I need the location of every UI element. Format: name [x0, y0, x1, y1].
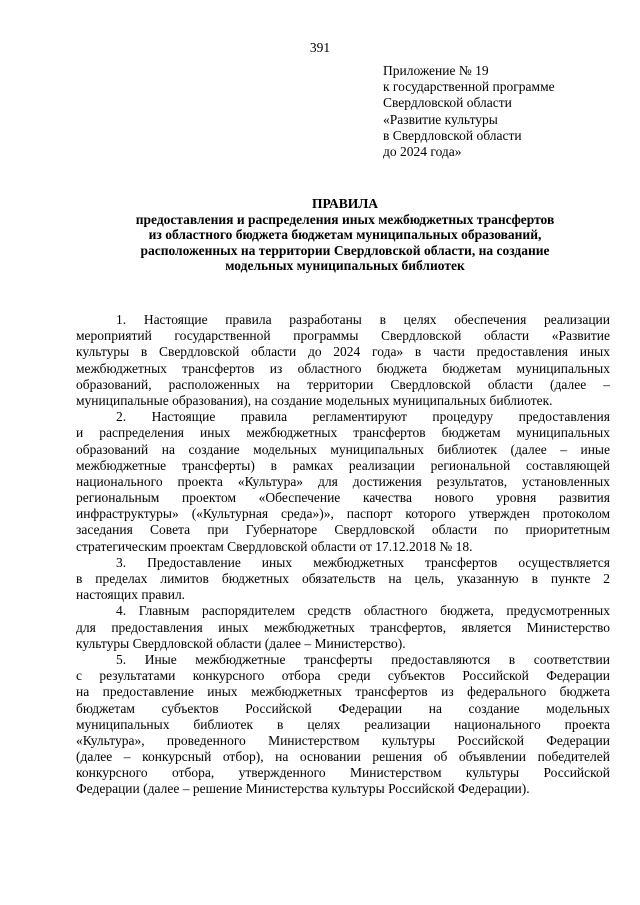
paragraph-5: [76, 652, 610, 798]
paragraph-line: 2. Настоящие правила регламентируют процедуру предоставления: [116, 409, 610, 425]
paragraph-line: образований, расположенных на территории Свердловской области (далее –: [76, 376, 610, 392]
paragraph-line: (далее – конкурсный отбор), на основании решения об объявлении победителей: [76, 749, 610, 765]
paragraph-line: муниципальные образования), на создание модельных муниципальных библиотек.: [76, 392, 553, 408]
paragraph-3: [76, 555, 610, 604]
paragraph-line: заседания Совета при Губернаторе Свердловской области по приоритетным: [76, 522, 610, 538]
paragraph-line: 4. Главным распорядителем средств областного бюджета, предусмотренных: [116, 603, 610, 619]
appendix-line: до 2024 года»: [383, 144, 462, 160]
paragraph-line: в пределах лимитов бюджетных обязательств на цель, указанную в пункте 2: [76, 571, 610, 586]
paragraph-line: региональным проектом «Обеспечение качества нового уровня развития: [76, 490, 610, 506]
appendix-line: Приложение № 19: [383, 63, 489, 78]
paragraph-line: культуры Свердловской области (далее – Министерство).: [76, 635, 406, 651]
paragraph-line: 1. Настоящие правила разработаны в целях обеспечения реализации: [116, 312, 610, 327]
paragraph-line: бюджетам субъектов Российской Федерации на создание модельных: [76, 700, 610, 716]
paragraph-line: межбюджетные трансферты) в рамках реализации региональной составляющей: [76, 457, 610, 473]
paragraph-line: на предоставление иных межбюджетных трансфертов из федерального бюджета: [76, 684, 610, 700]
appendix-line: Свердловской области: [383, 95, 512, 111]
paragraph-line: «Культура», проведенного Министерством культуры Российской Федерации: [76, 732, 610, 748]
paragraph-2: [76, 409, 610, 555]
paragraph-line: Федерации (далее – решение Министерства культуры Российской Федерации).: [76, 781, 530, 797]
paragraph-line: национального проекта «Культура» для достижения результатов, установленных: [76, 473, 610, 489]
appendix-line: в Свердловской области: [383, 127, 522, 143]
paragraph-line: 3. Предоставление иных межбюджетных трансфертов осуществляется: [116, 554, 610, 570]
paragraph-line: стратегическим проектам Свердловской области от 17.12.2018 № 18.: [76, 538, 473, 554]
paragraph-line: мероприятий государственной программы Свердловской области «Развитие: [76, 328, 610, 344]
paragraph-line: настоящих правил.: [76, 587, 186, 603]
paragraph-line: 5. Иные межбюджетные трансферты предоставляются в соответствии: [116, 651, 610, 667]
paragraph-1: [76, 312, 610, 409]
paragraph-line: и распределения иных межбюджетных трансфертов бюджетам муниципальных: [76, 425, 610, 441]
appendix-line: «Развитие культуры: [383, 111, 498, 127]
paragraph-line: для предоставления иных межбюджетных трансфертов, является Министерство: [76, 619, 610, 635]
paragraph-line: образований на создание модельных муниципальных библиотек (далее – иные: [76, 441, 610, 457]
paragraph-line: конкурсного отбора, утвержденного Министерством культуры Российской: [76, 765, 610, 781]
paragraph-line: межбюджетных трансфертов из областного бюджета бюджетам муниципальных: [76, 360, 610, 376]
page-number: 391: [309, 40, 331, 55]
rules-header: [80, 196, 610, 274]
appendix-block: [383, 63, 623, 160]
paragraph-4: [76, 603, 610, 652]
paragraph-line: инфраструктуры» («Культурная среда»)», паспорт которого утвержден протоколом: [76, 506, 610, 522]
rules-subtitle-line: предоставления и распределения иных межбюджетных трансфертов: [135, 211, 555, 227]
rules-subtitle-line: модельных муниципальных библиотек: [225, 258, 465, 274]
rules-subtitle-line: расположенных на территории Свердловской области, на создание: [140, 242, 550, 258]
appendix-line: к государственной программе: [383, 79, 555, 95]
paragraph-line: культуры в Свердловской области до 2024 года» в части предоставления иных: [76, 344, 610, 360]
rules-title: ПРАВИЛА: [311, 196, 379, 211]
document-body: [76, 312, 610, 798]
paragraph-line: с результатами конкурсного отбора среди субъектов Российской Федерации: [76, 668, 610, 684]
rules-subtitle-line: из областного бюджета бюджетам муниципальных образований,: [148, 227, 542, 243]
paragraph-line: муниципальных библиотек в целях реализации национального проекта: [76, 716, 610, 732]
